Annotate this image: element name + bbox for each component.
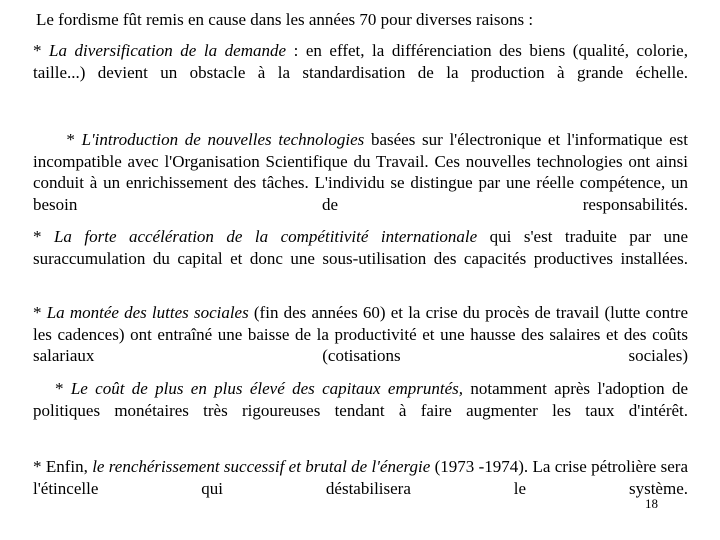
bullet: * Enfin, — [33, 457, 93, 476]
reason-paragraph-3 — [33, 226, 688, 291]
reason-title: le renchérissement successif et brutal de l'énergie — [92, 457, 431, 476]
bullet: * — [33, 41, 50, 60]
reason-text: notamment après l'adoption de politiques monétaires très rigoureuses tendant à faire augmenter les taux d'intérêt. — [33, 379, 689, 420]
page-number: 18 — [645, 496, 658, 511]
reason-title: La montée des luttes sociales — [46, 303, 249, 322]
reason-paragraph-4 — [33, 302, 688, 388]
intro-text: Le fordisme fût remis en cause dans les années 70 pour diverses raisons : — [36, 10, 534, 29]
bullet: * — [33, 303, 47, 322]
reason-text: : en effet, la différenciation des biens (qualité, colorie, taille...) devient un obstacle à la standardisation de la production à grande échelle. — [33, 41, 688, 82]
reason-paragraph-5 — [33, 378, 688, 443]
reason-text: qui s'est traduite par une suraccumulation du capital et donc une sous-utilisation des capacités productives installées. — [33, 227, 688, 268]
bullet: * — [33, 227, 54, 246]
reason-title: La diversification de la demande — [49, 41, 287, 60]
reason-paragraph-6 — [33, 456, 688, 521]
reason-text: basées sur l'électronique et l'informatique est incompatible avec l'Organisation Scientifique du Travail. Ces nouvelles technologies ont ainsi conduit à un enrichissement des tâches. L'individu se distingue par une réelle compétence, un besoin de responsabilités. — [33, 130, 689, 214]
bullet: * — [33, 130, 82, 149]
reason-paragraph-1 — [33, 40, 688, 105]
reason-text: (1973 -1974). La crise pétrolière sera l'étincelle qui déstabilisera le système. — [33, 457, 688, 498]
reason-paragraph-2 — [33, 129, 688, 237]
reason-title: La forte accélération de la compétitivité internationale — [53, 227, 478, 246]
reason-text: (fin des années 60) et la crise du procès de travail (lutte contre les cadences) ont entraîné une baisse de la productivité et une hausse des salaires et des coûts salariaux (cotisations sociales) — [33, 303, 688, 365]
bullet: * — [33, 379, 71, 398]
reason-title: Le coût de plus en plus élevé des capitaux empruntés, — [70, 379, 464, 398]
reason-title: L'introduction de nouvelles technologies — [81, 130, 365, 149]
